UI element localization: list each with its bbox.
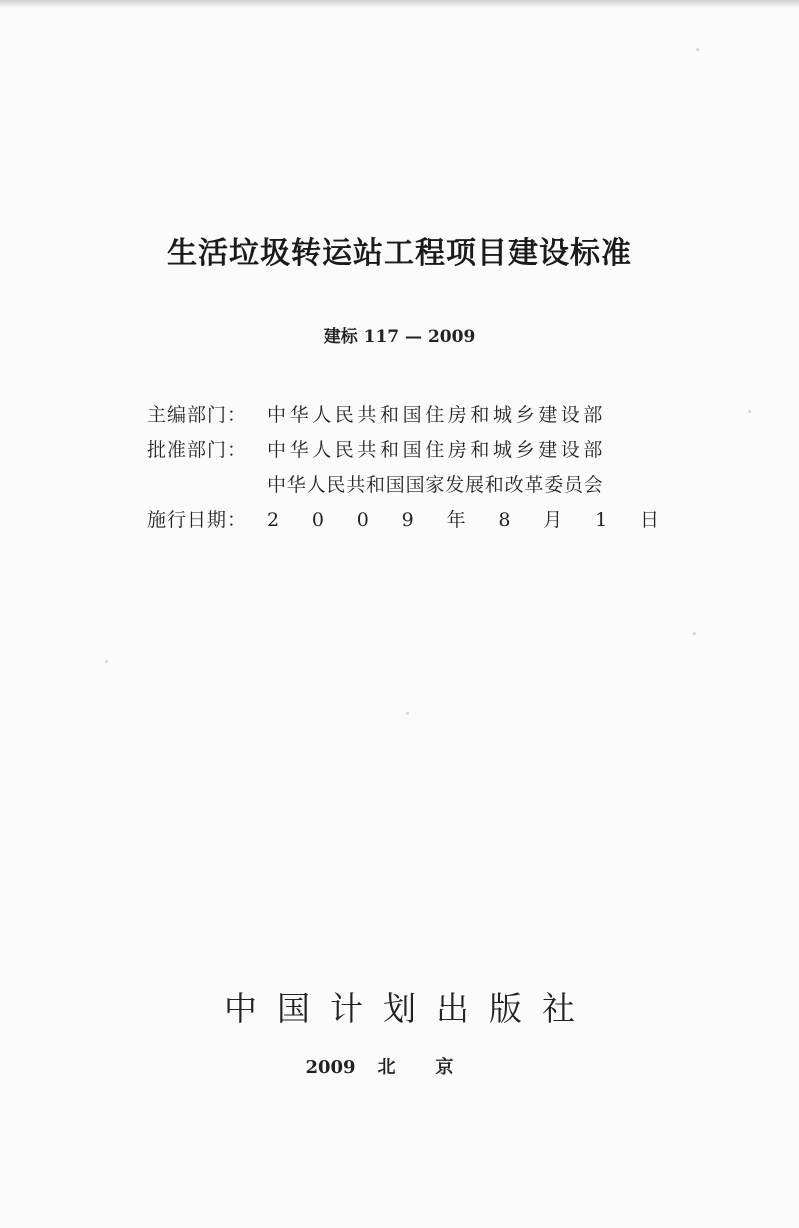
approval-dept-value: 中华人民共和国住房和城乡建设部 — [267, 439, 607, 461]
publisher-name: 中国计划出版社 — [224, 989, 595, 1028]
approval-dept-label: 批准部门： — [147, 439, 248, 461]
scan-speck — [748, 410, 751, 413]
scan-bleed-edge — [0, 0, 799, 8]
scan-speck — [406, 712, 409, 715]
date-char: 8 — [498, 509, 511, 531]
date-char: 1 — [595, 509, 608, 531]
chief-editor-label: 主编部门： — [147, 404, 248, 426]
date-char: 年 — [446, 509, 466, 531]
date-char: 0 — [356, 509, 369, 531]
approval-dept-row — [147, 433, 667, 468]
publication-place — [0, 1053, 799, 1079]
chief-editor-row — [147, 398, 667, 433]
date-char: 0 — [311, 509, 324, 531]
approval-dept-value-2: 中华人民共和国国家发展和改革委员会 — [267, 474, 604, 496]
date-char: 月 — [543, 509, 563, 531]
approval-dept-row-2 — [147, 468, 667, 503]
effective-date-label: 施行日期： — [147, 509, 248, 531]
effective-date-value — [267, 503, 659, 538]
document-title: 生活垃圾转运站工程项目建设标准 — [167, 236, 632, 271]
effective-date-row — [147, 503, 667, 538]
publication-city: 北京 — [377, 1057, 494, 1078]
approval-dept-label-2 — [147, 468, 267, 503]
standard-code: 建标 117 — 2009 — [323, 327, 476, 347]
date-char: 日 — [639, 509, 659, 531]
date-char: 2 — [267, 509, 280, 531]
publication-info — [147, 398, 667, 538]
chief-editor-value: 中华人民共和国住房和城乡建设部 — [267, 404, 607, 426]
publication-year: 2009 — [305, 1057, 356, 1078]
scan-speck — [696, 48, 699, 51]
scan-speck — [693, 632, 696, 635]
scan-speck — [105, 660, 108, 663]
date-char: 9 — [401, 509, 414, 531]
